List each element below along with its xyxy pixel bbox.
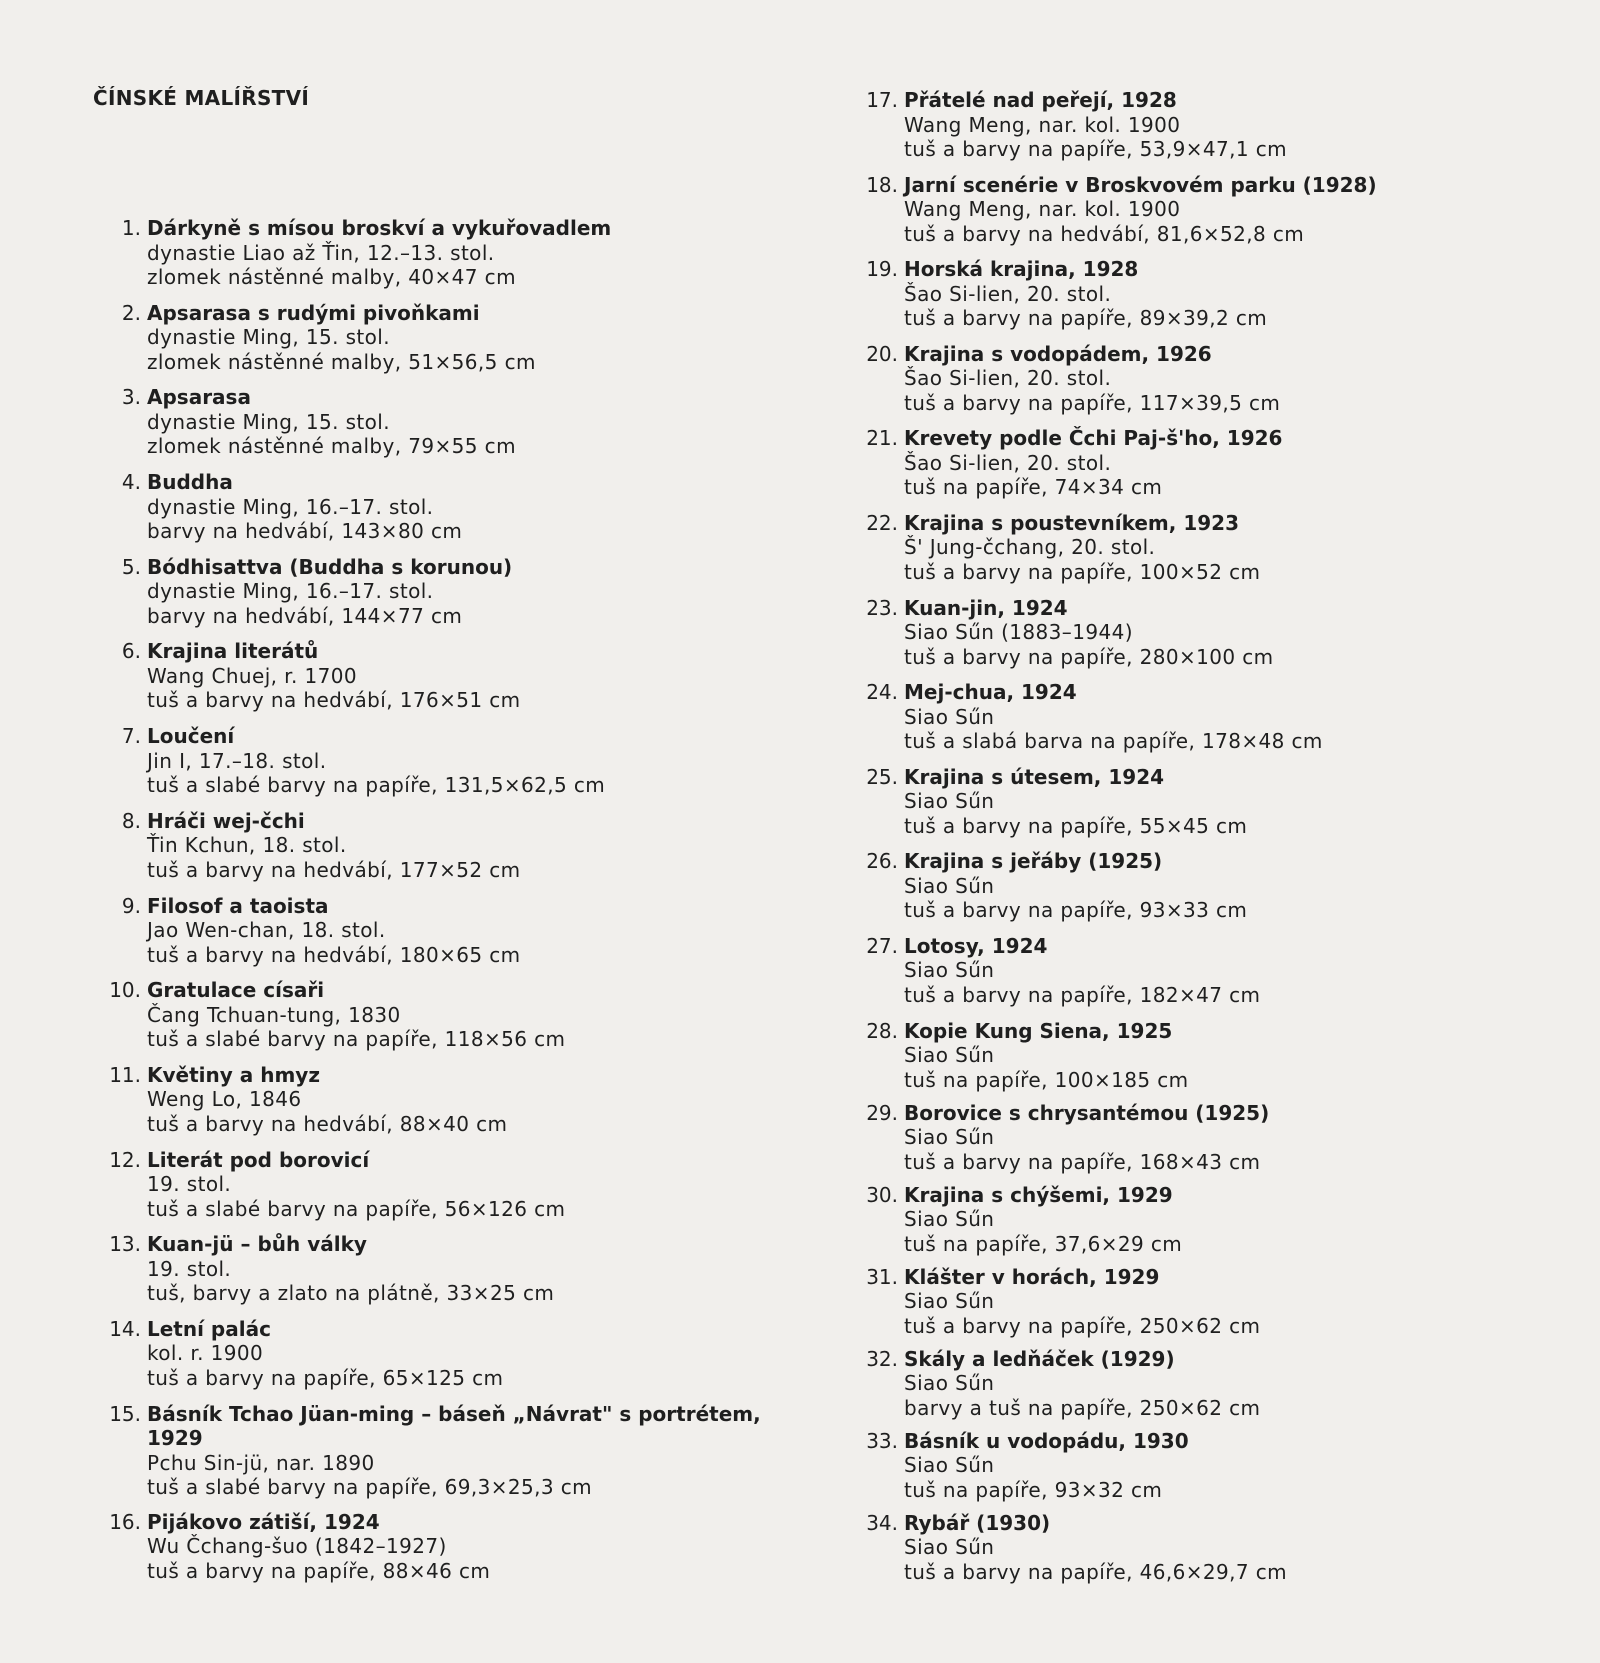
catalog-entry-28 (862, 1019, 1562, 1101)
entry-number: 16. (109, 1509, 141, 1534)
entry-number: 15. (109, 1401, 141, 1426)
catalog-entry-16 (105, 1510, 805, 1595)
entry-medium: tuš a barvy na papíře, 182×47 cm (904, 982, 1261, 1007)
entry-medium: tuš a slabé barvy na papíře, 131,5×62,5 cm (147, 773, 606, 798)
entry-title: Krajina s chýšemi, 1929 (904, 1182, 1173, 1207)
entry-origin: Siao Sűn (904, 1289, 995, 1314)
entry-number: 25. (866, 764, 898, 789)
entry-title: Loučení (147, 724, 235, 749)
entry-origin: Ťin Kchun, 18. stol. (147, 833, 347, 858)
entry-medium: tuš a barvy na papíře, 65×125 cm (147, 1365, 504, 1390)
catalog-entry-11 (105, 1063, 805, 1148)
entry-title: Letní palác (147, 1316, 271, 1341)
entry-medium: tuš a barvy na papíře, 89×39,2 cm (904, 306, 1268, 331)
entry-title: Krevety podle Čchi Paj-š'ho, 1926 (904, 426, 1283, 451)
entry-title: Přátelé nad peřejí, 1928 (904, 88, 1177, 112)
entry-origin: dynastie Liao až Ťin, 12.–13. stol. (147, 240, 495, 265)
entry-medium: tuš na papíře, 74×34 cm (904, 475, 1163, 500)
entry-title: Buddha (147, 470, 233, 495)
entry-origin: Šao Si-lien, 20. stol. (904, 450, 1112, 475)
entry-medium: tuš a barvy na papíře, 53,9×47,1 cm (904, 137, 1288, 161)
entry-origin: Wang Chuej, r. 1700 (147, 663, 357, 688)
entry-origin: Siao Sűn (904, 1453, 995, 1478)
entry-number: 12. (109, 1147, 141, 1172)
entry-medium: zlomek nástěnné malby, 40×47 cm (147, 265, 516, 289)
entry-origin: Š' Jung-čchang, 20. stol. (904, 535, 1156, 560)
entry-origin: Siao Sűn (904, 1207, 995, 1232)
entry-number: 10. (109, 978, 141, 1003)
entry-medium: tuš a barvy na hedvábí, 176×51 cm (147, 688, 521, 713)
entry-origin: Siao Sűn (904, 873, 995, 898)
entry-title: Krajina s poustevníkem, 1923 (904, 510, 1239, 535)
entry-number: 20. (866, 341, 898, 366)
catalog-entry-1 (105, 216, 805, 301)
catalog-entry-12 (105, 1148, 805, 1233)
catalog-entry-29 (862, 1101, 1562, 1183)
entry-origin: dynastie Ming, 15. stol. (147, 325, 391, 350)
entry-number: 24. (866, 680, 898, 705)
catalog-entry-8 (105, 809, 805, 894)
entry-origin: Siao Sűn (904, 1535, 995, 1560)
entry-title: Mej-chua, 1924 (904, 680, 1077, 705)
entry-origin: Šao Si-lien, 20. stol. (904, 281, 1112, 306)
entry-origin: kol. r. 1900 (147, 1341, 264, 1366)
entry-medium: tuš a slabé barvy na papíře, 56×126 cm (147, 1196, 566, 1221)
catalog-entry-20 (862, 342, 1562, 427)
catalog-entry-5 (105, 555, 805, 640)
catalog-entry-33 (862, 1429, 1562, 1511)
entry-title: Kuan-jin, 1924 (904, 595, 1068, 620)
left-column (105, 216, 805, 1594)
entry-number: 31. (866, 1264, 898, 1289)
entry-origin: 19. stol. (147, 1172, 232, 1197)
catalog-entry-22 (862, 511, 1562, 596)
entry-medium: barvy na hedvábí, 143×80 cm (147, 519, 463, 544)
entry-origin: Čang Tchuan-tung, 1830 (147, 1002, 401, 1027)
entry-title: Filosof a taoista (147, 893, 329, 918)
entry-number: 29. (866, 1100, 898, 1125)
catalog-entry-31 (862, 1265, 1562, 1347)
entry-title: Horská krajina, 1928 (904, 257, 1139, 282)
catalog-entry-3 (105, 385, 805, 470)
catalog-entry-10 (105, 978, 805, 1063)
catalog-entry-24 (862, 680, 1562, 765)
page-heading: ČÍNSKÉ MALÍŘSTVÍ (93, 86, 310, 110)
entry-title: Bódhisattva (Buddha s korunou) (147, 554, 513, 579)
entry-medium: zlomek nástěnné malby, 51×56,5 cm (147, 349, 536, 374)
entry-origin: Jao Wen-chan, 18. stol. (147, 918, 386, 942)
entry-medium: tuš a barvy na papíře, 88×46 cm (147, 1558, 491, 1583)
catalog-entry-26 (862, 849, 1562, 934)
entry-title: Apsarasa (147, 385, 251, 410)
entry-title: Hráči wej-čchi (147, 808, 305, 833)
entry-medium: tuš a barvy na papíře, 55×45 cm (904, 813, 1248, 838)
entry-number: 28. (866, 1018, 898, 1043)
entry-number: 9. (121, 893, 141, 918)
entry-origin: Šao Si-lien, 20. stol. (904, 366, 1112, 391)
entry-title: Rybář (1930) (904, 1510, 1051, 1535)
entry-origin: dynastie Ming, 15. stol. (147, 409, 391, 434)
entry-medium: barvy a tuš na papíře, 250×62 cm (904, 1395, 1261, 1420)
catalog-entry-19 (862, 257, 1562, 342)
entry-medium: zlomek nástěnné malby, 79×55 cm (147, 434, 516, 459)
entry-medium: tuš a barvy na papíře, 100×52 cm (904, 559, 1261, 584)
catalog-entry-25 (862, 765, 1562, 850)
entry-number: 13. (109, 1232, 141, 1257)
entry-origin: dynastie Ming, 16.–17. stol. (147, 494, 434, 519)
entry-number: 34. (866, 1510, 898, 1535)
entry-number: 33. (866, 1428, 898, 1453)
entry-medium: tuš a barvy na hedvábí, 177×52 cm (147, 857, 521, 882)
catalog-entry-32 (862, 1347, 1562, 1429)
entry-origin: Wu Čchang-šuo (1842–1927) (147, 1534, 447, 1559)
entry-medium: tuš a barvy na papíře, 250×62 cm (904, 1313, 1261, 1338)
entry-number: 6. (121, 639, 141, 664)
catalog-entry-18 (862, 173, 1562, 258)
entry-number: 7. (121, 724, 141, 749)
entry-number: 30. (866, 1182, 898, 1207)
entry-number: 17. (866, 88, 898, 112)
entry-number: 19. (866, 257, 898, 282)
entry-origin: Siao Sűn (1883–1944) (904, 620, 1133, 645)
entry-origin: Siao Sűn (904, 1125, 995, 1150)
entry-origin: Siao Sűn (904, 704, 995, 729)
entry-number: 8. (121, 808, 141, 833)
entry-title: Básník Tchao Jüan-ming – báseň „Návrat" s portrétem, 1929 (147, 1401, 761, 1451)
entry-origin: Siao Sűn (904, 789, 995, 814)
entry-title: Květiny a hmyz (147, 1062, 320, 1087)
entry-medium: tuš a slabá barva na papíře, 178×48 cm (904, 729, 1323, 754)
entry-title: Krajina literátů (147, 639, 319, 664)
entry-title: Lotosy, 1924 (904, 933, 1048, 958)
entry-title: Literát pod borovicí (147, 1147, 370, 1172)
entry-medium: tuš na papíře, 100×185 cm (904, 1067, 1189, 1092)
entry-title: Pijákovo zátiší, 1924 (147, 1509, 380, 1534)
entry-medium: tuš a barvy na papíře, 46,6×29,7 cm (904, 1559, 1288, 1584)
entry-origin: Pchu Sin-jü, nar. 1890 (147, 1450, 375, 1475)
entry-title: Kopie Kung Siena, 1925 (904, 1018, 1173, 1043)
entry-title: Klášter v horách, 1929 (904, 1264, 1160, 1289)
entry-title: Dárkyně s mísou broskví a vykuřovadlem (147, 216, 612, 240)
catalog-entry-27 (862, 934, 1562, 1019)
entry-origin: Siao Sűn (904, 1371, 995, 1396)
catalog-entry-2 (105, 301, 805, 386)
entry-medium: tuš a barvy na hedvábí, 180×65 cm (147, 942, 521, 967)
entry-medium: tuš na papíře, 37,6×29 cm (904, 1231, 1183, 1256)
catalog-entry-23 (862, 596, 1562, 681)
entry-number: 27. (866, 933, 898, 958)
entry-title: Skály a ledňáček (1929) (904, 1346, 1175, 1371)
entry-medium: tuš, barvy a zlato na plátně, 33×25 cm (147, 1281, 555, 1306)
catalog-entry-15 (105, 1402, 805, 1510)
entry-medium: tuš na papíře, 93×32 cm (904, 1477, 1163, 1502)
entry-number: 18. (866, 172, 898, 197)
entry-title: Krajina s jeřáby (1925) (904, 849, 1163, 874)
catalog-entry-30 (862, 1183, 1562, 1265)
catalog-entry-13 (105, 1232, 805, 1317)
entry-origin: dynastie Ming, 16.–17. stol. (147, 579, 434, 604)
entry-number: 21. (866, 426, 898, 451)
entry-number: 11. (109, 1062, 141, 1087)
entry-number: 1. (121, 216, 141, 240)
entry-origin: Siao Sűn (904, 1043, 995, 1068)
entry-title: Gratulace císaři (147, 978, 325, 1003)
entry-title: Kuan-jü – bůh války (147, 1232, 367, 1257)
entry-medium: tuš a barvy na hedvábí, 81,6×52,8 cm (904, 221, 1305, 246)
entry-title: Borovice s chrysantémou (1925) (904, 1100, 1270, 1125)
entry-number: 4. (121, 470, 141, 495)
entry-medium: tuš a slabé barvy na papíře, 118×56 cm (147, 1027, 566, 1052)
entry-origin: Weng Lo, 1846 (147, 1087, 302, 1112)
entry-origin: Siao Sűn (904, 958, 995, 983)
entry-medium: barvy na hedvábí, 144×77 cm (147, 603, 463, 628)
entry-medium: tuš a barvy na papíře, 168×43 cm (904, 1149, 1261, 1174)
entry-medium: tuš a barvy na papíře, 93×33 cm (904, 898, 1248, 923)
entry-origin: Jin I, 17.–18. stol. (147, 748, 327, 773)
entry-medium: tuš a barvy na papíře, 117×39,5 cm (904, 390, 1281, 415)
entry-origin: 19. stol. (147, 1256, 232, 1281)
entry-title: Apsarasa s rudými pivoňkami (147, 300, 480, 325)
catalog-entry-17 (862, 88, 1562, 173)
entry-number: 22. (866, 510, 898, 535)
right-column (862, 88, 1562, 1593)
entry-medium: tuš a barvy na hedvábí, 88×40 cm (147, 1111, 508, 1136)
entry-number: 23. (866, 595, 898, 620)
catalog-entry-7 (105, 724, 805, 809)
entry-number: 5. (121, 554, 141, 579)
entry-number: 2. (121, 300, 141, 325)
entry-title: Básník u vodopádu, 1930 (904, 1428, 1189, 1453)
entry-title: Krajina s vodopádem, 1926 (904, 341, 1212, 366)
entry-medium: tuš a barvy na papíře, 280×100 cm (904, 644, 1274, 669)
entry-number: 32. (866, 1346, 898, 1371)
catalog-entry-34 (862, 1511, 1562, 1593)
entry-number: 14. (109, 1316, 141, 1341)
entry-medium: tuš a slabé barvy na papíře, 69,3×25,3 cm (147, 1475, 593, 1500)
catalog-entry-14 (105, 1317, 805, 1402)
catalog-entry-6 (105, 639, 805, 724)
entry-origin: Wang Meng, nar. kol. 1900 (904, 112, 1181, 137)
catalog-entry-21 (862, 426, 1562, 511)
catalog-entry-9 (105, 894, 805, 979)
entry-origin: Wang Meng, nar. kol. 1900 (904, 197, 1181, 222)
catalog-entry-4 (105, 470, 805, 555)
entry-number: 3. (121, 385, 141, 410)
entry-title: Krajina s útesem, 1924 (904, 764, 1165, 789)
entry-title: Jarní scenérie v Broskvovém parku (1928) (904, 172, 1377, 197)
entry-number: 26. (866, 849, 898, 874)
